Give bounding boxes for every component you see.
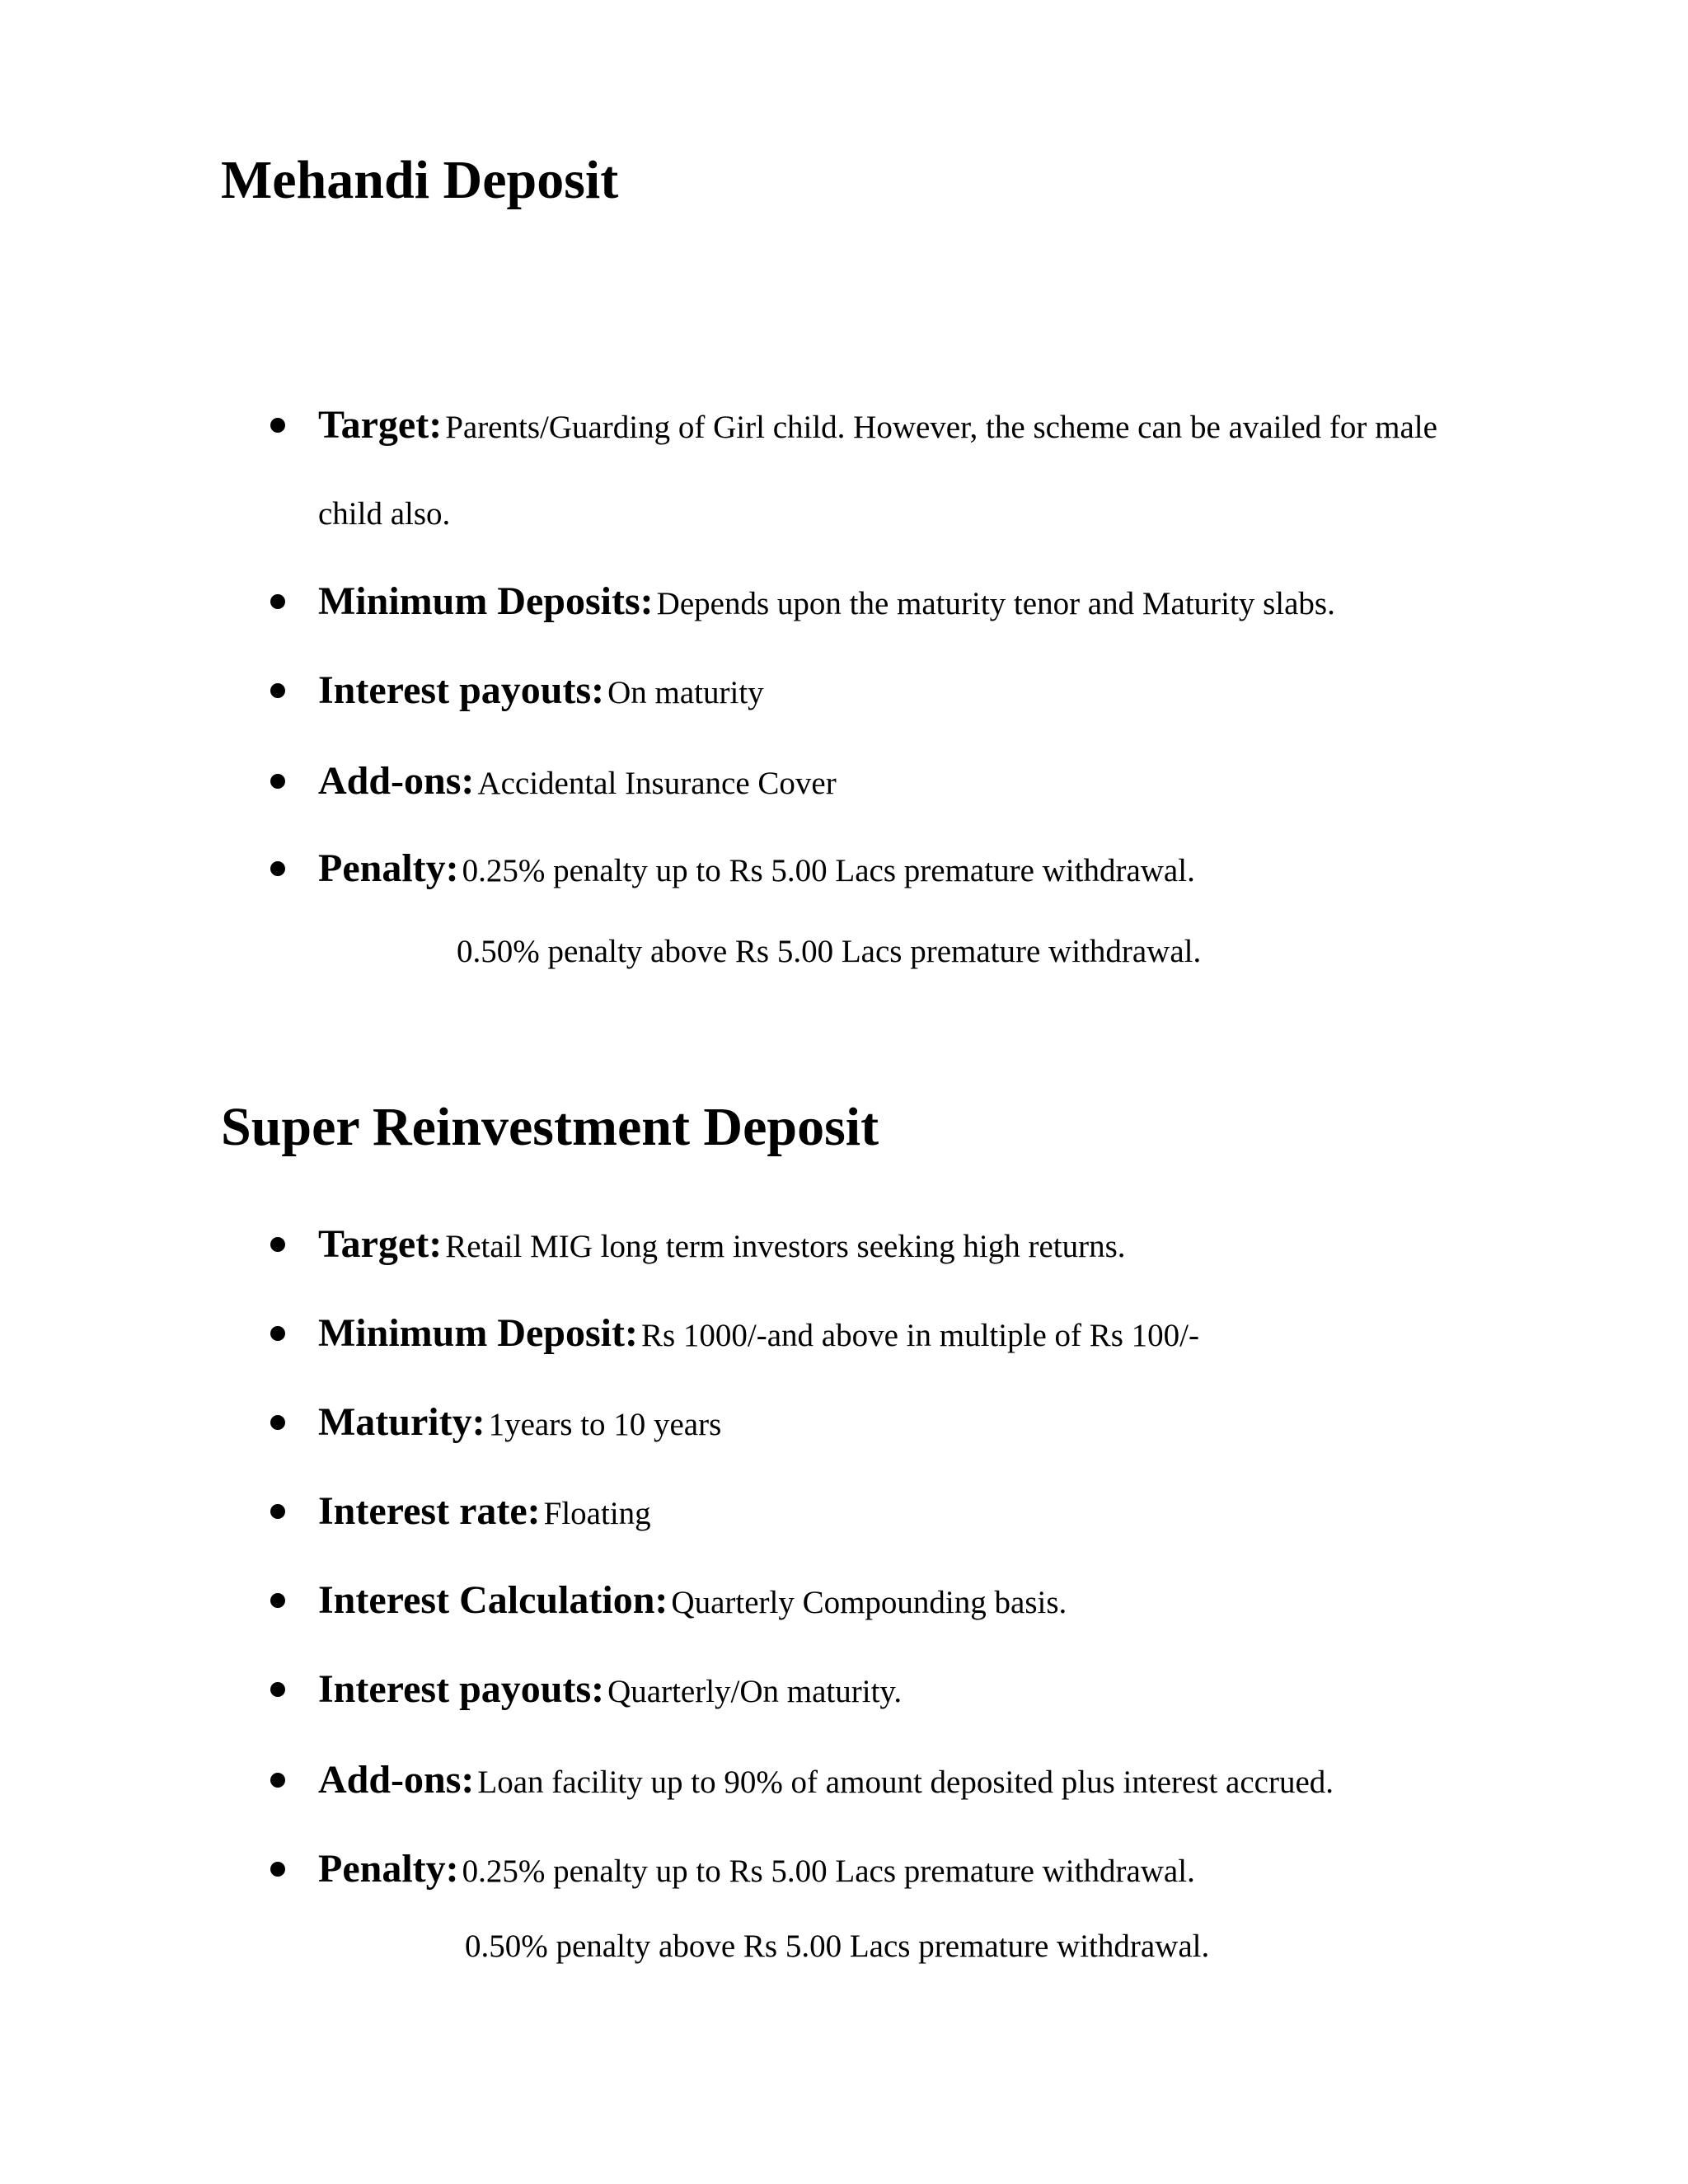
item-label: Target: — [318, 1222, 443, 1266]
item-value: Parents/Guarding of Girl child. However, the scheme can be availed for male — [445, 410, 1437, 445]
list-item-add-ons — [318, 759, 837, 803]
item-value: Retail MIG long term investors seeking high returns. — [445, 1229, 1126, 1264]
item-value: On maturity — [607, 675, 764, 710]
item-continuation: 0.50% penalty above Rs 5.00 Lacs premature withdrawal. — [457, 934, 1202, 969]
item-value: Loan facility up to 90% of amount deposited plus interest accrued. — [477, 1765, 1334, 1800]
list-item-interest-payouts — [318, 668, 764, 712]
bullet-icon — [270, 683, 285, 698]
bullet-icon — [270, 1504, 285, 1519]
item-value: 0.25% penalty up to Rs 5.00 Lacs premature withdrawal. — [462, 1854, 1195, 1889]
bullet-icon — [270, 1682, 285, 1697]
section-heading-super-reinvestment-deposit: Super Reinvestment Deposit — [221, 1097, 879, 1157]
item-continuation: child also. — [318, 496, 451, 532]
item-label: Interest rate: — [318, 1489, 541, 1533]
item-continuation: 0.50% penalty above Rs 5.00 Lacs premature withdrawal. — [465, 1929, 1210, 1964]
item-value: Quarterly/On maturity. — [607, 1674, 903, 1709]
item-value: 0.25% penalty up to Rs 5.00 Lacs premature withdrawal. — [462, 853, 1195, 888]
list-item-target — [318, 405, 1437, 445]
item-value: Quarterly Compounding basis. — [671, 1585, 1067, 1620]
bullet-icon — [270, 1773, 285, 1788]
item-label: Add-ons: — [318, 759, 475, 803]
item-value: Floating — [543, 1496, 651, 1531]
bullet-icon — [270, 1237, 285, 1252]
list-item-target — [318, 1222, 1126, 1266]
item-value: 1years to 10 years — [488, 1407, 722, 1442]
list-item-penalty — [318, 1849, 1195, 1889]
item-label: Penalty: — [318, 846, 459, 890]
bullet-icon — [270, 774, 285, 789]
list-item-minimum-deposit — [318, 1311, 1199, 1355]
item-label: Target: — [318, 403, 443, 447]
bullet-icon — [270, 594, 285, 609]
item-label: Interest payouts: — [318, 668, 605, 712]
list-item-maturity — [318, 1400, 722, 1444]
list-item-interest-calculation — [318, 1578, 1067, 1622]
bullet-icon — [270, 1326, 285, 1341]
list-item-add-ons — [318, 1760, 1334, 1800]
bullet-icon — [270, 1415, 285, 1430]
section-heading-mehandi-deposit: Mehandi Deposit — [221, 150, 619, 210]
list-item-interest-rate — [318, 1489, 651, 1533]
bullet-icon — [270, 418, 285, 433]
list-item-penalty — [318, 846, 1195, 890]
item-label: Minimum Deposit: — [318, 1311, 638, 1355]
bullet-icon — [270, 1593, 285, 1608]
bullet-icon — [270, 861, 285, 876]
item-label: Maturity: — [318, 1400, 485, 1444]
item-value: Rs 1000/-and above in multiple of Rs 100/- — [640, 1318, 1199, 1353]
list-item-minimum-deposits — [318, 579, 1335, 623]
item-value: Accidental Insurance Cover — [477, 766, 837, 801]
item-label: Penalty: — [318, 1847, 459, 1891]
item-label: Minimum Deposits: — [318, 579, 654, 623]
item-label: Interest payouts: — [318, 1667, 605, 1711]
item-label: Add-ons: — [318, 1758, 475, 1802]
item-value: Depends upon the maturity tenor and Maturity slabs. — [656, 586, 1335, 621]
bullet-icon — [270, 1862, 285, 1877]
list-item-interest-payouts — [318, 1667, 903, 1711]
item-label: Interest Calculation: — [318, 1578, 668, 1622]
